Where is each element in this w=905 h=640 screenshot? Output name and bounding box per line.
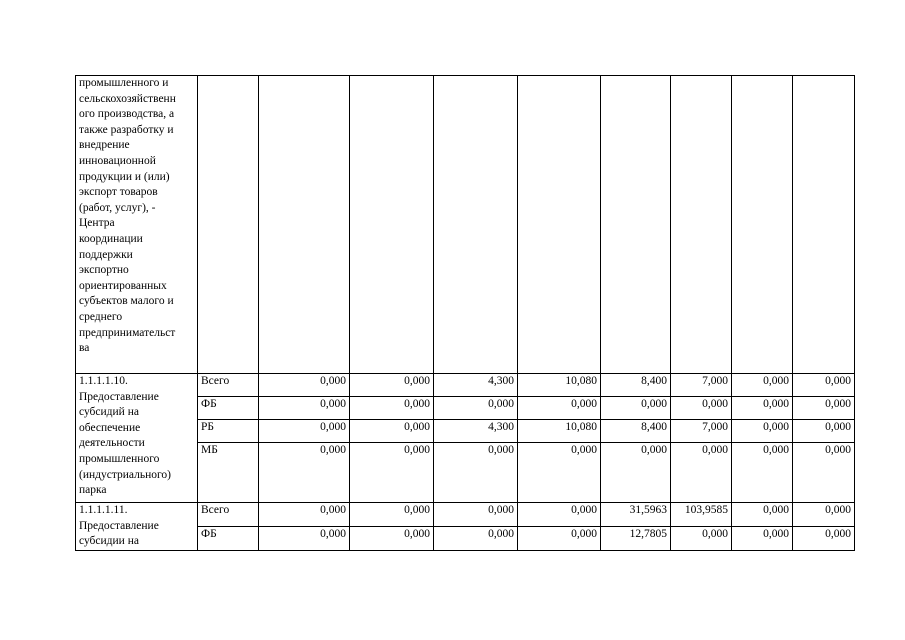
empty-cell <box>732 76 793 374</box>
empty-cell <box>198 76 259 374</box>
name-line: субсидии на <box>79 535 139 548</box>
funding-source: МБ <box>198 443 259 503</box>
name-line: Предоставление <box>79 519 159 532</box>
value-cell: 0,000 <box>350 526 434 550</box>
value-cell: 103,9585 <box>671 503 732 527</box>
value-cell: 0,000 <box>518 503 601 527</box>
budget-table <box>75 75 855 551</box>
value-cell: 31,5963 <box>601 503 671 527</box>
funding-source: Всего <box>198 374 259 397</box>
name-line: ориентированных <box>79 279 167 292</box>
empty-cell <box>793 76 855 374</box>
value-cell: 0,000 <box>732 443 793 503</box>
value-cell: 0,000 <box>518 397 601 420</box>
name-line: продукции и (или) <box>79 170 170 183</box>
empty-cell <box>601 76 671 374</box>
empty-cell <box>259 76 350 374</box>
name-line: ого производства, а <box>79 108 175 121</box>
table-row <box>76 503 855 527</box>
name-line: сельскохозяйственн <box>79 92 176 105</box>
value-cell: 0,000 <box>793 526 855 550</box>
value-cell: 0,000 <box>732 526 793 550</box>
funding-source: РБ <box>198 420 259 443</box>
value-cell: 0,000 <box>793 420 855 443</box>
value-cell: 0,000 <box>350 397 434 420</box>
value-cell: 0,000 <box>671 443 732 503</box>
name-line: субъектов малого и <box>79 295 174 308</box>
value-cell: 0,000 <box>671 526 732 550</box>
name-line: предпринимательст <box>79 326 176 339</box>
name-line: среднего <box>79 310 123 323</box>
value-cell: 0,000 <box>601 443 671 503</box>
value-cell: 0,000 <box>793 503 855 527</box>
empty-cell <box>350 76 434 374</box>
value-cell: 10,080 <box>518 374 601 397</box>
value-cell: 0,000 <box>518 443 601 503</box>
value-cell: 10,080 <box>518 420 601 443</box>
name-line: инновационной <box>79 154 156 167</box>
value-cell: 0,000 <box>259 443 350 503</box>
value-cell: 4,300 <box>434 420 518 443</box>
value-cell: 0,000 <box>793 397 855 420</box>
measure-name-cell <box>76 374 198 503</box>
value-cell: 0,000 <box>350 443 434 503</box>
name-line: парка <box>79 484 107 497</box>
measure-name-cell <box>76 503 198 551</box>
name-line: 1.1.1.1.10. <box>79 375 128 387</box>
table-row <box>76 374 855 397</box>
name-line: 1.1.1.1.11. <box>79 504 128 516</box>
name-line: внедрение <box>79 139 130 152</box>
value-cell: 0,000 <box>732 503 793 527</box>
value-cell: 0,000 <box>434 503 518 527</box>
value-cell: 4,300 <box>434 374 518 397</box>
name-line: обеспечение <box>79 421 141 434</box>
table-row <box>76 76 855 374</box>
empty-cell <box>671 76 732 374</box>
name-line: координации <box>79 232 143 245</box>
value-cell: 0,000 <box>259 397 350 420</box>
funding-source: ФБ <box>198 526 259 550</box>
value-cell: 0,000 <box>601 397 671 420</box>
value-cell: 12,7805 <box>601 526 671 550</box>
value-cell: 0,000 <box>793 443 855 503</box>
value-cell: 0,000 <box>350 374 434 397</box>
value-cell: 0,000 <box>434 443 518 503</box>
name-line: (индустриального) <box>79 468 172 481</box>
value-cell: 7,000 <box>671 374 732 397</box>
name-line: деятельности <box>79 437 145 450</box>
value-cell: 0,000 <box>434 397 518 420</box>
name-line: также разработку и <box>79 123 174 136</box>
continuation-name-cell <box>76 76 198 374</box>
name-line: промышленного и <box>79 77 169 89</box>
funding-source: Всего <box>198 503 259 527</box>
value-cell: 0,000 <box>732 397 793 420</box>
name-line: экспортно <box>79 264 129 277</box>
value-cell: 0,000 <box>259 374 350 397</box>
value-cell: 0,000 <box>732 374 793 397</box>
value-cell: 0,000 <box>793 374 855 397</box>
value-cell: 0,000 <box>518 526 601 550</box>
funding-source: ФБ <box>198 397 259 420</box>
name-line: Центра <box>79 217 115 230</box>
value-cell: 0,000 <box>350 503 434 527</box>
empty-cell <box>434 76 518 374</box>
name-line: Предоставление <box>79 390 159 403</box>
value-cell: 7,000 <box>671 420 732 443</box>
name-line: промышленного <box>79 452 160 465</box>
value-cell: 0,000 <box>671 397 732 420</box>
name-line: ва <box>79 342 90 355</box>
empty-cell <box>518 76 601 374</box>
value-cell: 0,000 <box>350 420 434 443</box>
name-line: (работ, услуг), - <box>79 201 156 214</box>
value-cell: 0,000 <box>259 420 350 443</box>
value-cell: 0,000 <box>259 503 350 527</box>
value-cell: 8,400 <box>601 374 671 397</box>
name-line: экспорт товаров <box>79 186 158 199</box>
name-line: поддержки <box>79 248 133 261</box>
value-cell: 0,000 <box>434 526 518 550</box>
value-cell: 0,000 <box>259 526 350 550</box>
name-line: субсидий на <box>79 406 139 419</box>
value-cell: 0,000 <box>732 420 793 443</box>
value-cell: 8,400 <box>601 420 671 443</box>
